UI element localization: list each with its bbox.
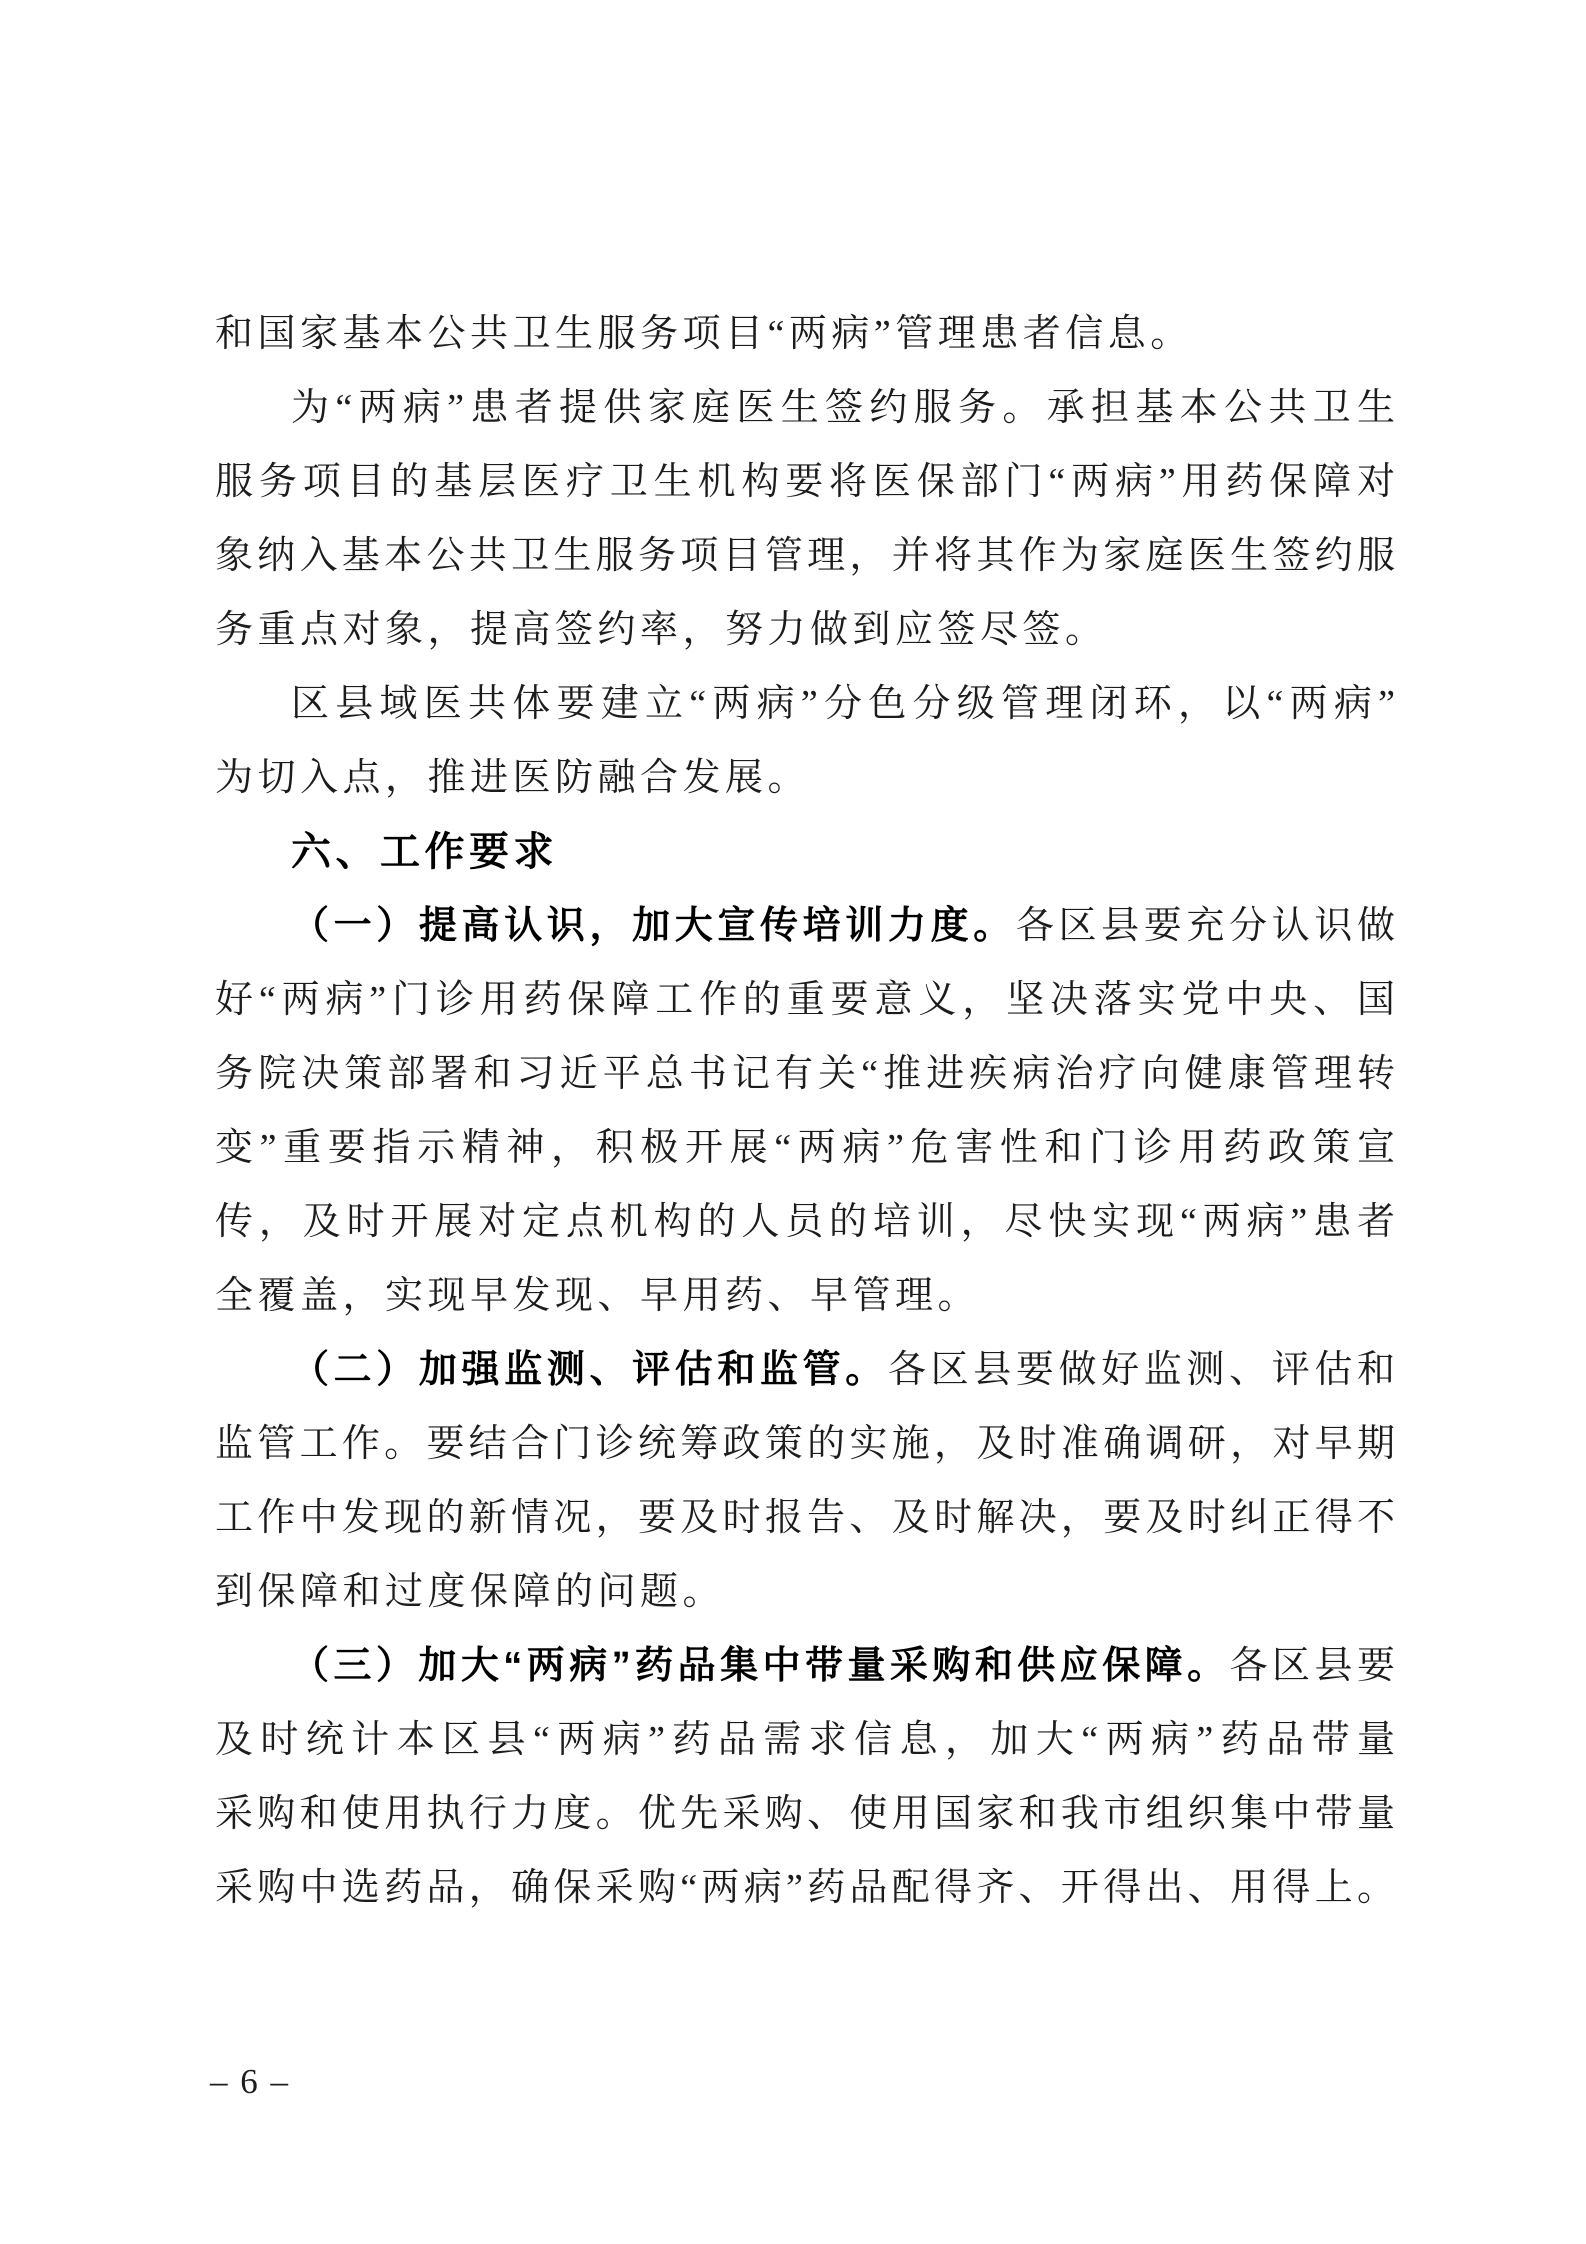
text-line xyxy=(215,1185,1395,1259)
body-text: 及时统计本区县“两病”药品需求信息，加大“两病”药品带量 xyxy=(215,1719,1395,1761)
body-text: 务重点对象，提高签约率，努力做到应签尽签。 xyxy=(215,609,1108,651)
text-line xyxy=(215,1333,1395,1407)
text-line xyxy=(215,1777,1395,1851)
text-line xyxy=(215,1407,1395,1481)
text-line xyxy=(215,519,1395,593)
text-line xyxy=(215,371,1395,445)
body-text: 采购中选药品，确保采购“两病”药品配得齐、开得出、用得上。 xyxy=(215,1867,1395,1909)
bold-lead-text: 六、工作要求 xyxy=(291,830,558,874)
text-line xyxy=(215,667,1395,741)
text-line xyxy=(215,1259,1395,1333)
text-line xyxy=(215,1481,1395,1555)
text-line xyxy=(215,1629,1395,1703)
body-text: 传，及时开展对定点机构的人员的培训，尽快实现“两病”患者 xyxy=(215,1201,1395,1243)
body-text: 各区县要 xyxy=(1229,1645,1395,1687)
page-number: – 6 – xyxy=(210,2062,290,2101)
body-text: 象纳入基本公共卫生服务项目管理，并将其作为家庭医生签约服 xyxy=(215,535,1395,577)
body-text: 采购和使用执行力度。优先采购、使用国家和我市组织集中带量 xyxy=(215,1793,1395,1835)
body-text: 全覆盖，实现早发现、早用药、早管理。 xyxy=(215,1275,981,1317)
body-text: 为“两病”患者提供家庭医生签约服务。承担基本公共卫生 xyxy=(291,387,1395,429)
body-text: 到保障和过度保障的问题。 xyxy=(215,1571,726,1613)
bold-lead-text: （一）提高认识，加大宣传培训力度。 xyxy=(291,905,1016,947)
body-text: 区县域医共体要建立“两病”分色分级管理闭环，以“两病” xyxy=(291,683,1395,725)
body-text: 工作中发现的新情况，要及时报告、及时解决，要及时纠正得不 xyxy=(215,1497,1395,1539)
body-text: 为切入点，推进医防融合发展。 xyxy=(215,757,811,799)
text-line xyxy=(215,445,1395,519)
body-text: 好“两病”门诊用药保障工作的重要意义，坚决落实党中央、国 xyxy=(215,979,1395,1021)
body-text: 各区县要充分认识做 xyxy=(1015,905,1395,947)
text-line xyxy=(215,1111,1395,1185)
document-body xyxy=(215,297,1395,1925)
body-text: 各区县要做好监测、评估和 xyxy=(887,1349,1395,1391)
body-text: 监管工作。要结合门诊统筹政策的实施，及时准确调研，对早期 xyxy=(215,1423,1395,1465)
body-text: 服务项目的基层医疗卫生机构要将医保部门“两病”用药保障对 xyxy=(215,461,1395,503)
text-line xyxy=(215,1555,1395,1629)
text-line xyxy=(215,593,1395,667)
text-line xyxy=(215,1037,1395,1111)
bold-lead-text: （三）加大“两病”药品集中带量采购和供应保障。 xyxy=(291,1645,1230,1687)
text-line xyxy=(215,889,1395,963)
text-line xyxy=(215,1851,1395,1925)
bold-lead-text: （二）加强监测、评估和监管。 xyxy=(291,1349,888,1391)
text-line xyxy=(215,1703,1395,1777)
section-heading xyxy=(215,815,1395,889)
body-text: 变”重要指示精神，积极开展“两病”危害性和门诊用药政策宣 xyxy=(215,1127,1395,1169)
text-line xyxy=(215,741,1395,815)
text-line xyxy=(215,963,1395,1037)
body-text: 和国家基本公共卫生服务项目“两病”管理患者信息。 xyxy=(215,313,1193,355)
body-text: 务院决策部署和习近平总书记有关“推进疾病治疗向健康管理转 xyxy=(215,1053,1395,1095)
text-line xyxy=(215,297,1395,371)
